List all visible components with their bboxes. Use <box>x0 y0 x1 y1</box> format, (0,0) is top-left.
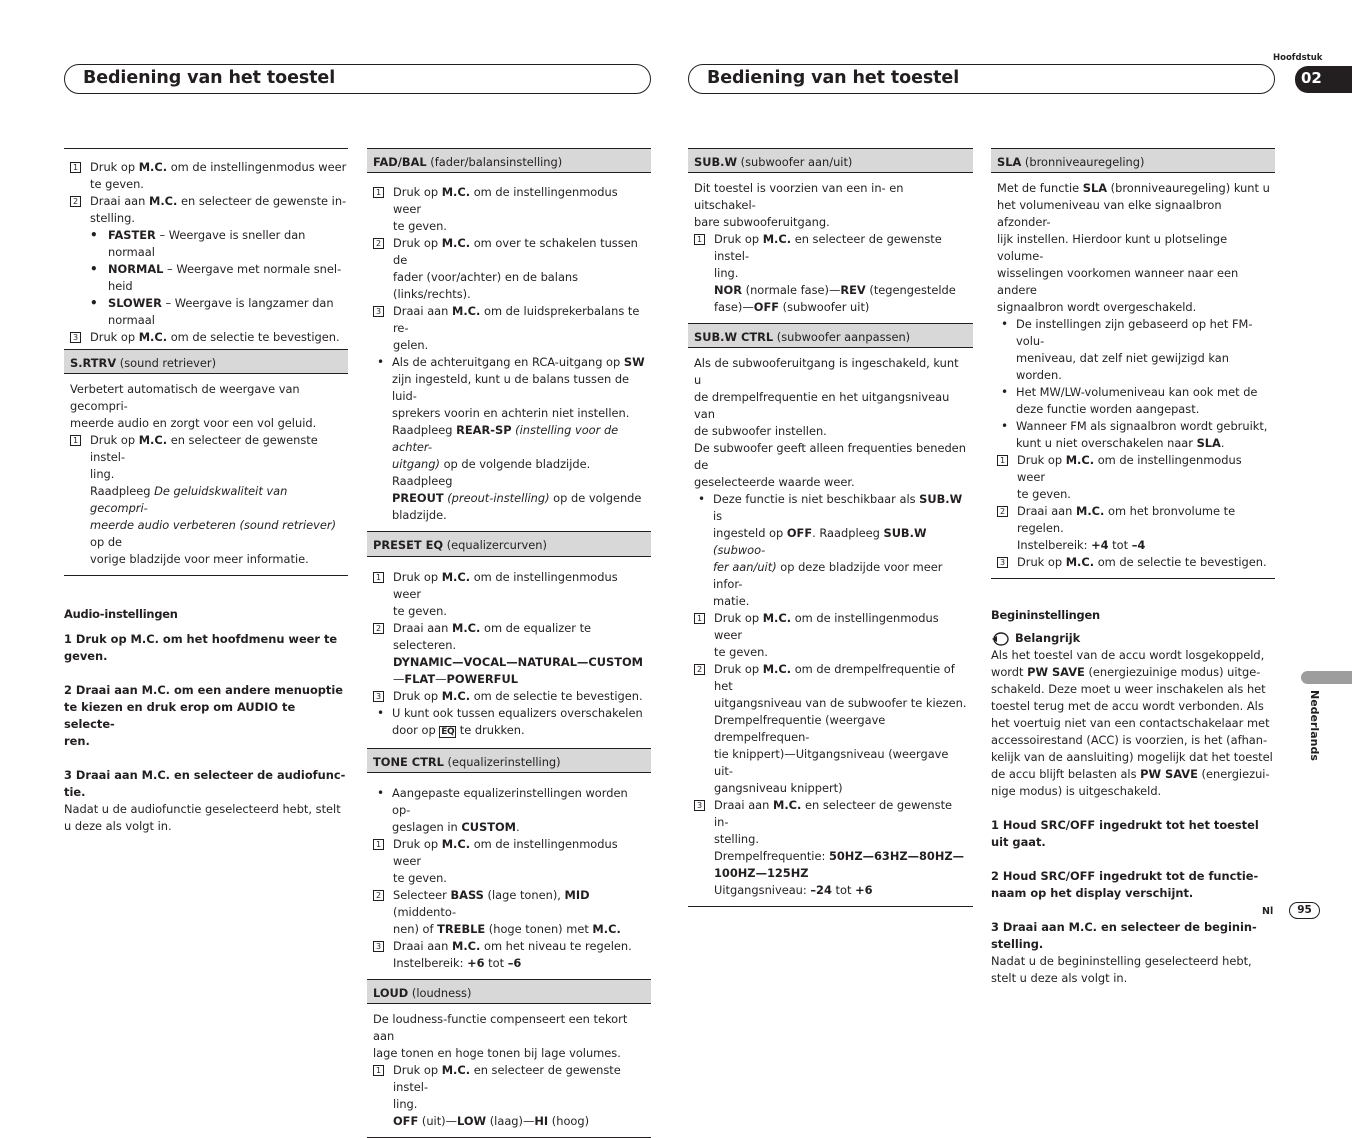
step-2: 2 Draai aan M.C. en selecteer de gewenste in- stelling. <box>70 193 348 227</box>
srtrv-section: S.RTRV (sound retriever) Verbetert automatisch de weergave van gecompri- meerde audio en zorgt voor een vol geluid. 1 Druk op M.C. en selecteer de gewenste instel- ling. Raadpleeg De geluidskwaliteit van gecompri- meerde audio verbeteren (sound retriever) op de vorige bladzijde voor meer informatie. <box>64 349 348 576</box>
begin-step-1: 1 Houd SRC/OFF ingedrukt tot het toestel uit gaat. <box>991 818 1259 849</box>
begin-step-3-note: Nadat u de begininstelling geselecteerd hebt, stelt u deze als volgt in. <box>991 954 1252 985</box>
footer-language-code: Nl <box>1262 906 1274 917</box>
audio-step-3-note: Nadat u de audiofunctie geselecteerd hebt, stelt u deze als volgt in. <box>64 802 341 833</box>
column-2 <box>367 148 651 1138</box>
subw-section: SUB.W (subwoofer aan/uit) Dit toestel is voorzien van een in- en uitschakel- bare subwooferuitgang. 1 Druk op M.C. en selecteer de gewenste instel- ling. NOR (normale fase)—REV (tegengestelde fase)—OFF (subwoofer uit) <box>688 148 973 323</box>
important-icon <box>991 632 1011 646</box>
eq-button-icon: EQ <box>441 727 455 737</box>
option-faster: • FASTER – Weergave is sneller dan normaal <box>64 227 348 261</box>
preset-eq-header: PRESET EQ (equalizercurven) <box>367 532 651 557</box>
column-4 <box>991 148 1275 987</box>
audio-step-3: 3 Draai aan M.C. en selecteer de audiofunc- tie. <box>64 768 346 799</box>
tone-ctrl-header: TONE CTRL (equalizerinstelling) <box>367 748 651 773</box>
subw-ctrl-header: SUB.W CTRL (subwoofer aanpassen) <box>688 323 973 348</box>
sla-header: SLA (bronniveauregeling) <box>991 148 1275 173</box>
important-text: Als het toestel van de accu wordt losgekoppeld, wordt PW SAVE (energiezuinige modus) uitge- schakeld. Deze moet u weer inschakelen als het toestel terug met de accu wordt verbonden. Als het voertuig niet van een contactschakelaar met accessoirestand (ACC) is voorzien, is het (afhan- kelijk van de aansluiting) mogelijk dat het toestel de accu blijft belasten als PW SAVE (energiezui- nige modus) is uitgeschakeld. <box>991 648 1273 798</box>
step-3: 3 Druk op M.C. om de selectie te bevestigen. <box>70 329 348 346</box>
column-3 <box>688 148 973 907</box>
loud-header: LOUD (loudness) <box>367 979 651 1004</box>
sla-section: SLA (bronniveauregeling) Met de functie SLA (bronniveauregeling) kunt u het volumeniveau van elke signaalbron afzonder- lijk instellen. Hierdoor kunt u plotselinge volume- wisselingen voorkomen wanneer naar een andere signaalbron wordt overgeschakeld. • De instellingen zijn gebaseerd op het FM-volu- meniveau, dat zelf niet gewijzigd kan worden. • Het MW/LW-volumeniveau kan ook met de deze functie worden aangepast. • Wanneer FM als signaalbron wordt gebruikt, kunt u niet overschakelen naar SLA. 1 Druk op M.C. om de instellingenmodus weer te geven. 2 Draai aan M.C. om het bronvolume te regelen. Instelbereik: +4 tot –4 3 Druk op M.C. om de selectie te bevestigen. <box>991 148 1275 579</box>
audio-settings-title: Audio-instellingen <box>64 607 178 621</box>
chapter-label: Hoofdstuk <box>1273 53 1323 63</box>
fad-bal-section: FAD/BAL (fader/balansinstelling) 1 Druk op M.C. om de instellingenmodus weer te geven. 2 Druk op M.C. om over te schakelen tussen de fader (voor/achter) en de balans (links/rechts). 3 Draai aan M.C. om de luidsprekerbalans te re- gelen. • Als de achteruitgang en RCA-uitgang op SW zijn ingesteld, kunt u de balans tussen de luid- sprekers voorin en achterin niet instellen. Raadpleeg REAR-SP (instelling voor de achter- uitgang) op de volgende bladzijde. Raadpleeg PREOUT (preout-instelling) op de volgende bladzijde. <box>367 148 651 532</box>
loud-section: LOUD (loudness) De loudness-functie compenseert een tekort aan lage tonen en hoge tonen bij lage volumes. 1 Druk op M.C. en selecteer de gewenste instel- ling. OFF (uit)—LOW (laag)—HI (hoog) <box>367 979 651 1138</box>
begin-step-2: 2 Houd SRC/OFF ingedrukt tot de functie- naam op het display verschijnt. <box>991 869 1259 900</box>
begin-step-3: 3 Draai aan M.C. en selecteer de beginin- stelling. <box>991 920 1257 951</box>
chapter-header-left <box>64 64 651 94</box>
option-normal: • NORMAL – Weergave met normale snel- heid <box>64 261 348 295</box>
chapter-title-right: Bediening van het toestel <box>707 68 960 88</box>
language-label: Nederlands <box>1308 690 1321 761</box>
page-number: 95 <box>1289 902 1320 919</box>
chapter-header-right <box>688 64 1275 94</box>
option-slower: • SLOWER – Weergave is langzamer dan normaal <box>64 295 348 329</box>
tone-ctrl-section: TONE CTRL (equalizerinstelling) • Aangepaste equalizerinstellingen worden op- geslagen in CUSTOM. 1 Druk op M.C. om de instellingenmodus weer te geven. 2 Selecteer BASS (lage tonen), MID (middento- nen) of TREBLE (hoge tonen) met M.C. 3 Draai aan M.C. om het niveau te regelen. Instelbereik: +6 tot –6 <box>367 748 651 979</box>
step-1: 1 Druk op M.C. om de instellingenmodus weer te geven. <box>70 159 348 193</box>
begininstellingen-title: Begininstellingen <box>991 608 1100 622</box>
column-1 <box>64 148 348 835</box>
srtrv-step-1: 1 Druk op M.C. en selecteer de gewenste instel- ling. Raadpleeg De geluidskwaliteit van gecompri- meerde audio verbeteren (sound retriever) op de vorige bladzijde voor meer informatie. <box>70 432 343 568</box>
srtrv-header: S.RTRV (sound retriever) <box>64 349 348 374</box>
audio-step-1: 1 Druk op M.C. om het hoofdmenu weer te geven. <box>64 632 338 663</box>
chapter-title-left: Bediening van het toestel <box>83 68 336 88</box>
chapter-number-tab: 02 <box>1295 66 1352 93</box>
fad-bal-header: FAD/BAL (fader/balansinstelling) <box>367 148 651 173</box>
audio-step-2: 2 Draai aan M.C. om een andere menuoptie te kiezen en druk erop om AUDIO te selecte- ren. <box>64 683 344 748</box>
language-tab <box>1301 671 1352 684</box>
preset-eq-section: PRESET EQ (equalizercurven) 1 Druk op M.C. om de instellingenmodus weer te geven. 2 Draai aan M.C. om de equalizer te selecteren. DYNAMIC—VOCAL—NATURAL—CUSTOM —FLAT—POWERFUL 3 Druk op M.C. om de selectie te bevestigen. • U kunt ook tussen equalizers overschakelen door op EQ te drukken. <box>367 532 651 748</box>
subw-header: SUB.W (subwoofer aan/uit) <box>688 148 973 173</box>
subw-ctrl-section: SUB.W CTRL (subwoofer aanpassen) Als de subwooferuitgang is ingeschakeld, kunt u de drempelfrequentie en het uitgangsniveau van de subwoofer instellen. De subwoofer geeft alleen frequenties beneden de geselecteerde waarde weer. • Deze functie is niet beschikbaar als SUB.W is ingesteld op OFF. Raadpleeg SUB.W (subwoo- fer aan/uit) op deze bladzijde voor meer infor- matie. 1 Druk op M.C. om de instellingenmodus weer te geven. 2 Druk op M.C. om de drempelfrequentie of het uitgangsniveau van de subwoofer te kiezen. Drempelfrequentie (weergave drempelfrequen- tie knippert)—Uitgangsniveau (weergave uit- gangsniveau knippert) 3 Draai aan M.C. en selecteer de gewenste in- stelling. Drempelfrequentie: 50HZ—63HZ—80HZ— 100HZ—125HZ Uitgangsniveau: –24 tot +6 <box>688 323 973 907</box>
important-note: Belangrijk <box>991 630 1275 647</box>
